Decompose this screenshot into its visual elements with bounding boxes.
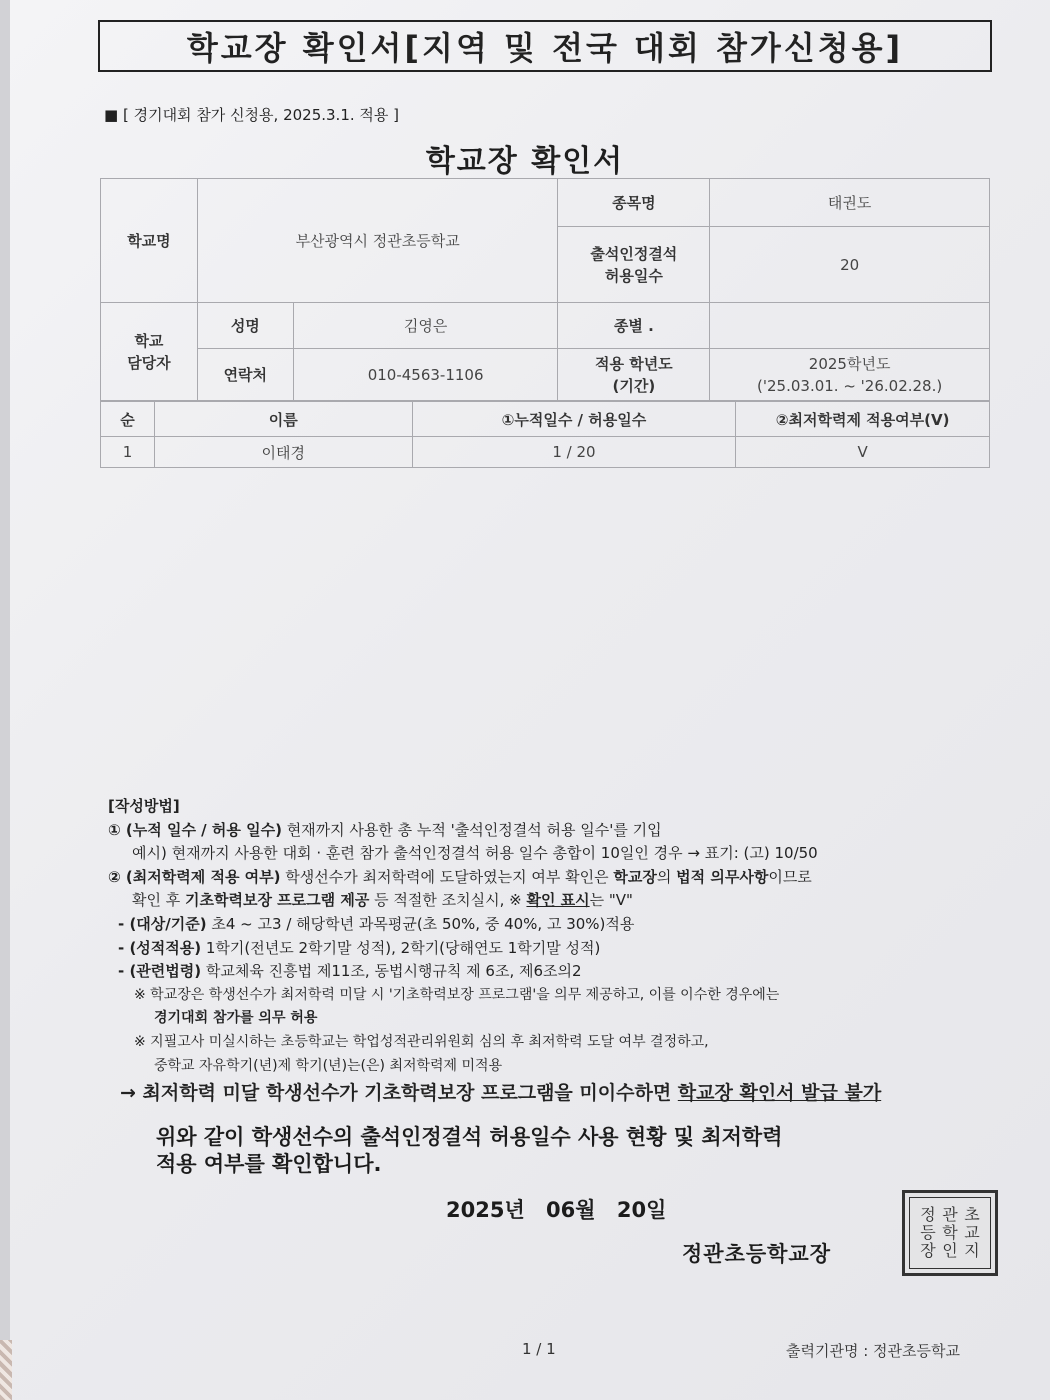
l1-bold: ① (누적 일수 / 허용 일수) [108,820,282,839]
type-value [710,303,990,349]
instruction-line-2: 예시) 현재까지 사용한 대회 · 훈련 참가 출석인정결석 허용 일수 총합이 10일인 경우 → 표기: (고) 10/50 [132,844,818,863]
sport-value: 태권도 [710,179,990,227]
instruction-line-7 [108,960,988,984]
roster-header-row [101,402,990,437]
date-day: 20일 [616,1198,667,1222]
seal-text [909,1197,991,1269]
row-no: 1 [101,437,155,468]
seal-char: 초 [964,1205,980,1224]
l4-bold: 기초학력보장 프로그램 제공 [185,891,370,910]
l3-text2: 의 [656,867,677,886]
col-header-no: 순 [101,402,155,437]
application-notice [104,104,399,125]
manager-label [101,303,198,401]
student-roster-table [100,401,990,468]
l7-bold: - (관련법령) [118,962,202,981]
manager-label-line2: 담당자 [127,353,171,372]
absence-label-line1: 출석인정결석 [590,244,678,263]
l3-text: 학생선수가 최저학력에 도달하였는지 여부 확인은 [280,867,614,886]
l4-text2: 등 적절한 조치실시, ※ [369,891,527,910]
seal-char: 관 [942,1205,958,1224]
instruction-line-10: ※ 지필고사 미실시하는 초등학교는 학업성적관리위원회 심의 후 최저학력 도달 여부 결정하고, [134,1033,709,1050]
row-min-academic: V [736,437,990,468]
l7-text: 학교체육 진흥법 제11조, 동법시행규칙 제 6조, 제6조의2 [201,962,582,981]
page-number: 1 / 1 [522,1340,556,1358]
contact-label: 연락처 [197,349,293,401]
seal-char: 인 [942,1241,958,1260]
seal-char: 학 [942,1223,958,1242]
table-row [101,437,990,468]
writing-instructions [108,795,988,1106]
sport-label: 종목명 [558,179,710,227]
type-label: 종별 . [558,303,710,349]
name-label: 성명 [197,303,293,349]
manager-label-line1: 학교 [134,331,164,350]
row-name: 이태경 [154,437,412,468]
school-value: 부산광역시 정관초등학교 [197,179,558,303]
absence-days-label [558,227,710,303]
name-value: 김영은 [293,303,558,349]
instruction-line-1 [108,819,988,843]
year-value-line1: 2025학년도 [808,354,891,373]
square-bullet-icon: ■ [104,106,119,124]
notice-text: [ 경기대회 참가 신청용, 2025.3.1. 적용 ] [122,106,400,124]
l12-text: → 최저학력 미달 학생선수가 기초학력보장 프로그램을 미이수하면 [120,1082,678,1105]
left-edge-shadow [0,0,10,1400]
l4-underline: 확인 표시 [526,891,590,910]
l1-text: 현재까지 사용한 총 누적 '출석인정결석 허용 일수'를 기입 [281,820,662,839]
l4-text3: 는 "V" [589,891,633,910]
instruction-line-3 [108,866,988,890]
col-header-days: ①누적일수 / 허용일수 [412,402,736,437]
col-header-min-academic: ②최저학력제 적용여부(V) [736,402,990,437]
instruction-line-5 [108,913,988,937]
instructions-heading: [작성방법] [108,797,180,815]
school-label: 학교명 [101,179,198,303]
absence-days-value: 20 [710,227,990,303]
l5-text: 초4 ~ 고3 / 해당학년 과목평균(초 50%, 중 40%, 고 30%)적용 [206,914,635,933]
issue-date [446,1194,680,1224]
instruction-line-4 [108,889,988,913]
date-month: 06월 [546,1198,596,1222]
l3-bold3: 법적 의무사항 [676,867,769,886]
l3-text3: 이므로 [768,867,812,886]
instruction-line-8: ※ 학교장은 학생선수가 최저학력 미달 시 '기초학력보장 프로그램'을 의무 제공하고, 이를 이수한 경우에는 [134,986,780,1003]
confirmation-line-2: 적용 여부를 확인합니다. [156,1152,382,1176]
school-year-value [710,349,990,401]
seal-char: 장 [920,1241,936,1260]
principal-name: 정관초등학교장 [682,1242,832,1266]
school-info-table [100,178,990,401]
official-seal [902,1190,998,1276]
confirmation-statement [156,1124,783,1178]
l12-underline: 학교장 확인서 발급 불가 [677,1082,882,1105]
col-header-name: 이름 [154,402,412,437]
instruction-line-12 [108,1082,988,1106]
year-label-line2: (기간) [612,376,656,395]
date-year: 2025년 [446,1198,525,1222]
l6-bold: - (성적적용) [118,938,202,957]
instruction-line-11: 중학교 자유학기(년)제 학기(년)는(은) 최저학력제 미적용 [154,1057,503,1074]
seal-char: 등 [920,1223,936,1242]
year-label-line1: 적용 학년도 [595,354,673,373]
absence-label-line2: 허용일수 [604,266,663,285]
issuer-name: 출력기관명 : 정관초등학교 [786,1342,960,1360]
document-title: 학교장 확인서[지역 및 전국 대회 참가신청용] [98,20,992,72]
school-year-label [558,349,710,401]
instruction-line-9: 경기대회 참가를 의무 허용 [154,1010,318,1027]
row-days: 1 / 20 [412,437,736,468]
left-edge-pattern [0,1340,12,1400]
l6-text: 1학기(전년도 2학기말 성적), 2학기(당해연도 1학기말 성적) [201,938,601,957]
seal-char: 교 [964,1223,980,1242]
seal-char: 지 [964,1241,980,1260]
l3-bold: ② (최저학력제 적용 여부) [108,867,281,886]
l5-bold: - (대상/기준) [118,914,207,933]
main-title: 학교장 확인서 [425,144,625,179]
confirmation-line-1: 위와 같이 학생선수의 출석인정결석 허용일수 사용 현황 및 최저학력 [156,1125,783,1149]
instruction-line-6 [108,937,988,961]
l3-bold2: 학교장 [613,867,657,886]
seal-char: 정 [920,1205,936,1224]
l4-text: 확인 후 [132,891,186,910]
year-value-line2: ('25.03.01. ~ '26.02.28.) [757,376,943,395]
contact-value: 010-4563-1106 [293,349,558,401]
